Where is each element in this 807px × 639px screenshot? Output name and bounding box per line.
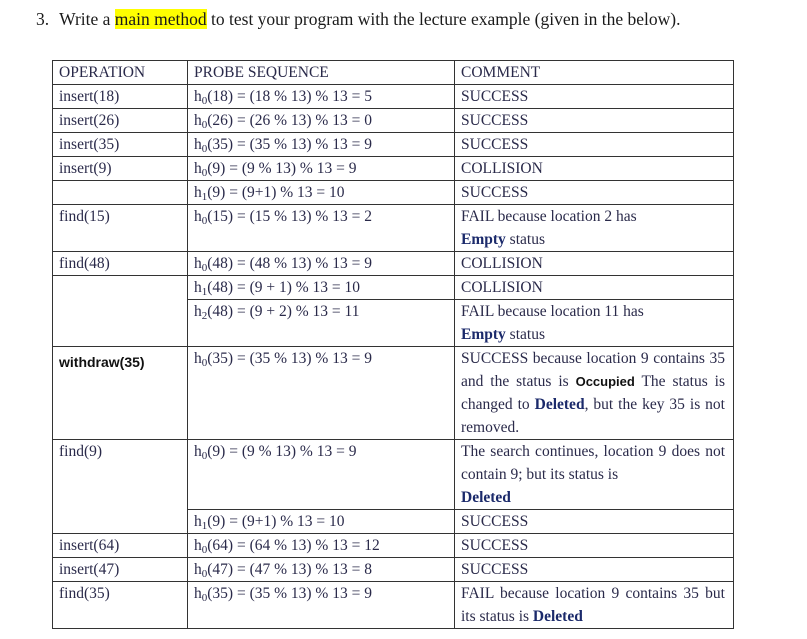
- operation-cell: insert(9): [53, 157, 188, 181]
- table-row: [53, 582, 734, 629]
- table-row: [53, 157, 734, 181]
- probe-cell: $h_0(18) = (18$ % 13) % 13 = 5: [188, 85, 455, 109]
- probe-cell: $h_0(35) = (35$ % 13) % 13 = 9: [188, 347, 455, 440]
- table-row: [53, 133, 734, 157]
- table-row: [53, 276, 734, 300]
- header-comment: COMMENT: [455, 61, 734, 85]
- operation-cell: find(9): [53, 440, 188, 510]
- task-text-after: to test your program with the lecture example (given in the below).: [206, 9, 681, 29]
- table-row: [53, 252, 734, 276]
- probe-cell: $h_0(9) = (9$ % 13) % 13 = 9: [188, 440, 455, 510]
- comment-cell: SUCCESS: [455, 558, 734, 582]
- comment-cell: FAIL because location 11 has Empty status: [455, 300, 734, 347]
- comment-cell: SUCCESS: [455, 85, 734, 109]
- operation-cell: [53, 181, 188, 205]
- comment-cell: SUCCESS: [455, 510, 734, 534]
- probe-cell: $h_2(48) = (9 + 2)$ % 13 = 11: [188, 300, 455, 347]
- operation-cell: [53, 510, 188, 534]
- header-probe-sequence: PROBE SEQUENCE: [188, 61, 455, 85]
- table-row: [53, 85, 734, 109]
- probe-cell: $h_1(9) = (9+1)$ % 13 = 10: [188, 510, 455, 534]
- operation-cell: insert(26): [53, 109, 188, 133]
- comment-cell: COLLISION: [455, 276, 734, 300]
- probe-cell: $h_0(47) = (47$ % 13) % 13 = 8: [188, 558, 455, 582]
- table-row: [53, 205, 734, 252]
- table-row: [53, 109, 734, 133]
- operation-cell: withdraw(35): [53, 347, 188, 440]
- operation-cell: insert(18): [53, 85, 188, 109]
- probe-cell: $h_0(48) = (48$ % 13) % 13 = 9: [188, 252, 455, 276]
- table-row: [53, 534, 734, 558]
- table-row: [53, 558, 734, 582]
- probe-cell: $h_0(35) = (35$ % 13) % 13 = 9: [188, 133, 455, 157]
- probe-cell: $h_0(9) = (9$ % 13) % 13 = 9: [188, 157, 455, 181]
- task-number: 3.: [36, 9, 50, 29]
- operation-cell: find(15): [53, 205, 188, 252]
- probe-cell: $h_0(35) = (35$ % 13) % 13 = 9: [188, 582, 455, 629]
- probe-cell: $h_0(15) = (15$ % 13) % 13 = 2: [188, 205, 455, 252]
- probe-cell: $h_1(9) = (9+1)$ % 13 = 10: [188, 181, 455, 205]
- hashing-example-table: [52, 60, 734, 629]
- table-header-row: [53, 61, 734, 85]
- operation-cell: insert(47): [53, 558, 188, 582]
- table-row: [53, 440, 734, 510]
- probe-cell: $h_0(64) = (64$ % 13) % 13 = 12: [188, 534, 455, 558]
- task-instruction: [36, 9, 680, 30]
- operation-cell: insert(35): [53, 133, 188, 157]
- comment-cell: SUCCESS: [455, 109, 734, 133]
- comment-cell: SUCCESS: [455, 534, 734, 558]
- probe-cell: $h_1(48) = (9 + 1)$ % 13 = 10: [188, 276, 455, 300]
- comment-cell: COLLISION: [455, 252, 734, 276]
- task-text-before: Write a: [59, 9, 115, 29]
- comment-cell: SUCCESS: [455, 181, 734, 205]
- comment-cell: SUCCESS because location 9 contains 35 and the status is Occupied The status is changed to Deleted, but the key 35 is not removed.: [455, 347, 734, 440]
- comment-cell: COLLISION: [455, 157, 734, 181]
- operation-cell: insert(64): [53, 534, 188, 558]
- table-row: [53, 510, 734, 534]
- probe-cell: $h_0(26) = (26$ % 13) % 13 = 0: [188, 109, 455, 133]
- operation-cell: find(35): [53, 582, 188, 629]
- comment-cell: The search continues, location 9 does not contain 9; but its status is Deleted: [455, 440, 734, 510]
- operation-cell: [53, 300, 188, 347]
- comment-cell: FAIL because location 2 has Empty status: [455, 205, 734, 252]
- comment-cell: SUCCESS: [455, 133, 734, 157]
- table-row: [53, 300, 734, 347]
- highlighted-phrase: main method: [114, 9, 207, 29]
- operation-cell: find(48): [53, 252, 188, 276]
- comment-cell: FAIL because location 9 contains 35 but its status is Deleted: [455, 582, 734, 629]
- header-operation: OPERATION: [53, 61, 188, 85]
- table-row: [53, 181, 734, 205]
- table-row: [53, 347, 734, 440]
- operation-cell: [53, 276, 188, 300]
